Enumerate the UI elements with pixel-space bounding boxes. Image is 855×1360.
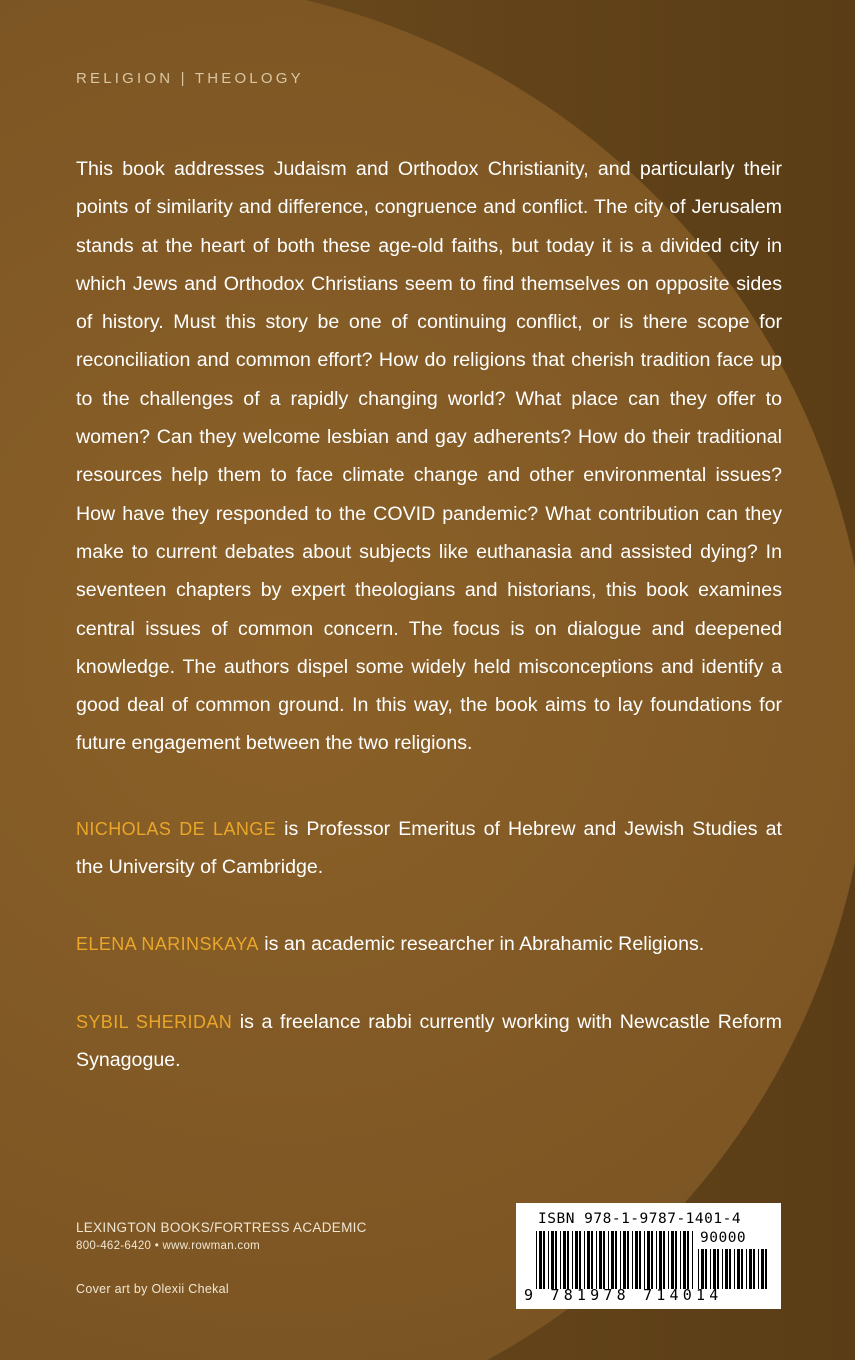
barcode-bar (717, 1249, 719, 1289)
barcode-bar (551, 1231, 554, 1289)
barcode-bar (698, 1249, 699, 1289)
barcode-bar (579, 1231, 581, 1289)
barcode-bar (683, 1231, 686, 1289)
barcode-bar (746, 1249, 747, 1289)
author-name: SYBIL SHERIDAN (76, 1012, 233, 1032)
author-bio (76, 1003, 782, 1080)
publisher-name: LEXINGTON BOOKS/FORTRESS ACADEMIC (76, 1220, 367, 1235)
barcode-bar (567, 1231, 569, 1289)
barcode-bar (692, 1231, 693, 1289)
barcode-bar (705, 1249, 707, 1289)
price-code: 90000 (700, 1230, 747, 1246)
barcode-bar (615, 1231, 617, 1289)
barcode-bar (543, 1231, 545, 1289)
barcode-bar (627, 1231, 629, 1289)
barcode-bar (656, 1231, 657, 1289)
barcode-bar (701, 1249, 704, 1289)
barcode-bar (563, 1231, 566, 1289)
barcode-bar (596, 1231, 597, 1289)
barcode-bar (635, 1231, 638, 1289)
barcode-bar (737, 1249, 740, 1289)
ean-digits: 9 781978 714014 (524, 1286, 723, 1304)
category-label: RELIGION | THEOLOGY (76, 70, 304, 87)
barcode-bar (671, 1231, 674, 1289)
book-description: This book addresses Judaism and Orthodox Christianity, and particularly their points of similarity and difference, congruence and conflict. The city of Jerusalem stands at the heart of both these age-old faiths, but today it is a divided city in which Jews and Orthodox Christians seem to find themselves on opposite sides of history. Must this story be one of continuing conflict, or is there scope for reconciliation and common effort? How do religions that cherish tradition face up to the challenges of a rapidly changing world? What place can they offer to women? Can they welcome lesbian and gay adherents? How do their traditional resources help them to face climate change and other environmental issues? How have they responded to the COVID pandemic? What contribution can they make to current debates about subjects like euthanasia and assisted dying? In seventeen chapters by expert theologians and historians, this book examines central issues of common concern. The focus is on dialogue and deepened knowledge. The authors dispel some widely held misconceptions and identify a good deal of common ground. In this way, the book aims to lay foundations for future engagement between the two religions. (76, 158, 782, 755)
barcode-bar (647, 1231, 650, 1289)
author-bio-text: is Professor Emeritus of Hebrew and Jewish Studies at the University of Cambridge. (76, 818, 782, 879)
barcode-bar (741, 1249, 743, 1289)
author-name: NICHOLAS DE LANGE (76, 819, 277, 839)
barcode-bar (668, 1231, 669, 1289)
barcode-bar (753, 1249, 755, 1289)
barcode (516, 1203, 781, 1309)
author-name: ELENA NARINSKAYA (76, 934, 259, 954)
barcode-bar (687, 1231, 689, 1289)
barcode-bar (611, 1231, 614, 1289)
barcode-bar (758, 1249, 759, 1289)
barcode-bar (587, 1231, 590, 1289)
barcode-bar (591, 1231, 593, 1289)
barcode-bar (575, 1231, 578, 1289)
barcode-bar (560, 1231, 561, 1289)
isbn-label: ISBN 978-1-9787-1401-4 (538, 1211, 742, 1227)
author-bio (76, 925, 782, 963)
barcode-bar (548, 1231, 549, 1289)
barcode-bar (572, 1231, 573, 1289)
barcode-bar (765, 1249, 767, 1289)
barcode-bar (623, 1231, 626, 1289)
barcode-bar (725, 1249, 728, 1289)
barcode-bar (644, 1231, 645, 1289)
barcode-bar (722, 1249, 723, 1289)
barcode-bar (539, 1231, 542, 1289)
barcode-bar (659, 1231, 662, 1289)
author-bio-text: is a freelance rabbi currently working with Newcastle Reform Synagogue. (76, 1011, 782, 1072)
barcode-bar (608, 1231, 609, 1289)
barcode-bar (632, 1231, 633, 1289)
barcode-bar (536, 1231, 537, 1289)
author-bio (76, 810, 782, 887)
barcode-bar (675, 1231, 677, 1289)
barcode-bar (713, 1249, 716, 1289)
barcode-bar (729, 1249, 731, 1289)
barcode-bar (663, 1231, 665, 1289)
cover-art-credit: Cover art by Olexii Chekal (76, 1282, 229, 1296)
barcode-bar (620, 1231, 621, 1289)
barcode-bar (710, 1249, 711, 1289)
barcode-bar (555, 1231, 557, 1289)
barcode-bar (599, 1231, 602, 1289)
barcode-bar (680, 1231, 681, 1289)
barcode-bar (603, 1231, 605, 1289)
barcode-bar (761, 1249, 764, 1289)
author-bio-text: is an academic researcher in Abrahamic Religions. (258, 933, 705, 955)
barcode-bar (651, 1231, 653, 1289)
barcode-bar (584, 1231, 585, 1289)
publisher-contact: 800-462-6420 • www.rowman.com (76, 1240, 261, 1252)
barcode-bar (639, 1231, 641, 1289)
barcode-bar (734, 1249, 735, 1289)
barcode-bar (749, 1249, 752, 1289)
publisher-info (76, 1218, 367, 1252)
